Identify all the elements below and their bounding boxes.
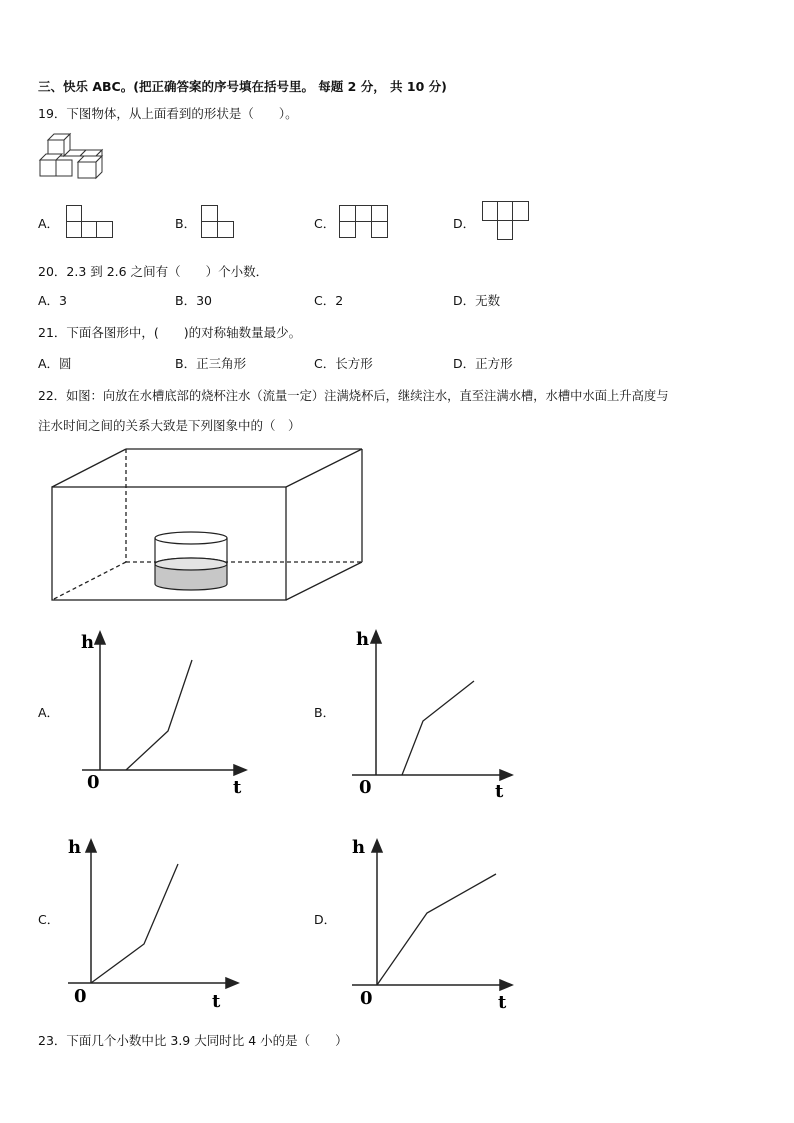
q22-b-x-axis-label: t: [495, 781, 504, 802]
q22-a-origin-label: 0: [87, 772, 100, 793]
q22-c-y-axis-label: h: [68, 837, 82, 858]
q20-option-c[interactable]: C．2: [314, 293, 344, 308]
q19-option-d-shape: [482, 201, 530, 241]
question-21-stem: 21．下面各图形中，( )的对称轴数量最少。: [38, 325, 302, 340]
question-23-stem: 23．下面几个小数中比 3.9 大同时比 4 小的是（ ）: [38, 1033, 348, 1048]
q19-option-b-shape: [201, 205, 235, 239]
question-20-stem: 20．2.3 到 2.6 之间有（ ）个小数．: [38, 264, 269, 279]
q22-option-d-label[interactable]: D．: [314, 912, 337, 927]
q22-b-origin-label: 0: [359, 777, 372, 798]
question-22-stem-line2: 注水时间之间的关系大致是下列图象中的（ ）: [38, 418, 301, 433]
q22-a-x-axis-label: t: [233, 777, 242, 798]
q21-option-a[interactable]: A．圆: [38, 356, 72, 371]
q19-option-b-label[interactable]: B．: [175, 216, 197, 231]
section-title: 三、快乐 ABC。(把正确答案的序号填在括号里。 每题 2 分， 共 10 分): [38, 79, 447, 94]
q19-option-a-shape: [66, 205, 114, 239]
q22-a-y-axis-label: h: [81, 632, 95, 653]
q22-option-a-graph: [78, 628, 258, 798]
q21-option-c[interactable]: C．长方形: [314, 356, 373, 371]
q20-option-d[interactable]: D．无数: [453, 293, 501, 308]
q22-option-c-graph: [64, 836, 244, 1011]
q22-b-y-axis-label: h: [356, 629, 370, 650]
question-19-stem: 19．下图物体，从上面看到的形状是（ ）。: [38, 106, 298, 121]
q22-c-origin-label: 0: [74, 986, 87, 1007]
q19-option-d-label[interactable]: D．: [453, 216, 476, 231]
q22-d-y-axis-label: h: [352, 837, 366, 858]
q20-option-a[interactable]: A．3: [38, 293, 68, 308]
q20-option-b[interactable]: B．30: [175, 293, 212, 308]
water-tank-figure: [48, 446, 366, 604]
q22-d-x-axis-label: t: [498, 992, 507, 1013]
q19-option-c-shape: [339, 205, 389, 239]
q22-option-b-label[interactable]: B．: [314, 705, 336, 720]
q19-option-c-label[interactable]: C．: [314, 216, 336, 231]
q22-option-c-label[interactable]: C．: [38, 912, 60, 927]
q22-d-origin-label: 0: [360, 988, 373, 1009]
q22-option-d-graph: [350, 836, 530, 1011]
cube-stack-figure: [38, 130, 110, 186]
q19-option-a-label[interactable]: A．: [38, 216, 60, 231]
q22-c-x-axis-label: t: [212, 991, 221, 1012]
q21-option-d[interactable]: D．正方形: [453, 356, 513, 371]
question-22-stem-line1: 22．如图：向放在水槽底部的烧杯注水（流量一定）注满烧杯后，继续注水，直至注满水槽，水槽中水面上升高度与: [38, 389, 669, 403]
q22-option-a-label[interactable]: A．: [38, 705, 60, 720]
q21-option-b[interactable]: B．正三角形: [175, 356, 247, 371]
q22-option-b-graph: [350, 625, 530, 800]
